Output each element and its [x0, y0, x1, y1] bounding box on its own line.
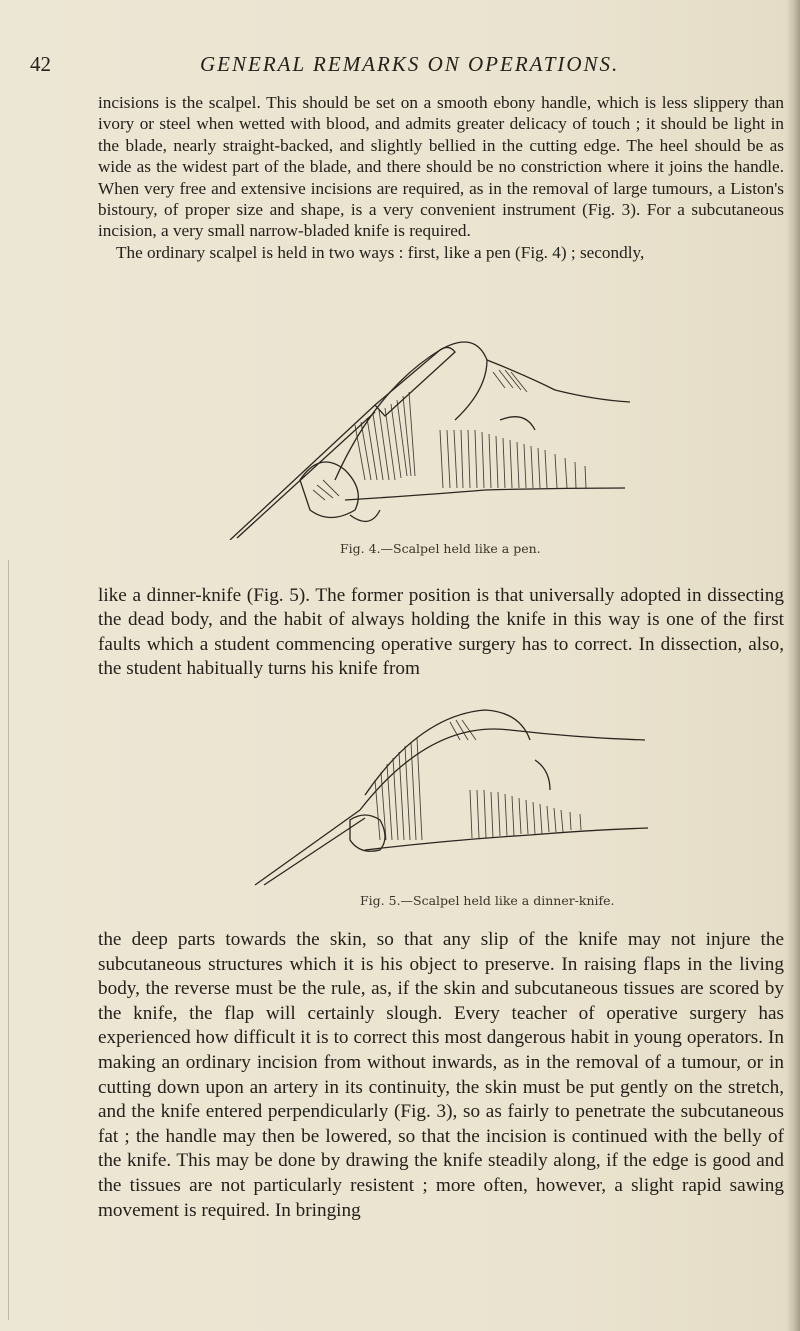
knuckle-line	[535, 760, 550, 790]
knuckle-line	[500, 417, 535, 430]
middle-finger	[350, 510, 380, 521]
paragraph-block-3	[98, 928, 784, 1223]
index-finger	[365, 710, 530, 795]
hand-knife-grip-drawing	[250, 700, 650, 890]
scalpel-handle	[360, 729, 645, 810]
page-edge-shadow	[786, 0, 800, 1331]
hand-pen-grip-drawing	[225, 330, 645, 540]
hand-back-line	[487, 360, 630, 402]
scalpel-blade-line	[255, 810, 360, 885]
paragraph-1b: The ordinary scalpel is held in two ways : first, like a pen (Fig. 4) ; secondly,	[116, 242, 645, 262]
figure-4-caption: Fig. 4.—Scalpel held like a pen.	[340, 541, 541, 556]
figure-5-illustration	[250, 700, 650, 920]
paragraph-1: incisions is the scalpel. This should be set on a smooth ebony handle, which is less slippery than ivory or steel when wetted with blood, and admits greater delicacy of touch ; it should be light in the blade, nearly straight-backed, and slightly bellied in the cutting edge. The heel should be as wide as the widest part of the blade, and there should be no constriction where it joins the handle. When very free and extensive incisions are required, as in the removal of large tumours, a Liston's bistoury, of proper size and shape, is a very convenient instrument (Fig. 3). For a subcutaneous incision, a very small narrow-bladed knife is required.	[98, 93, 784, 241]
paragraph-block-2	[98, 584, 784, 681]
paragraph-2: like a dinner-knife (Fig. 5). The former position is that universally adopted in dissecting the dead body, and the habit of always holding the knife in this way is one of the first faults which a student commencing operative surgery has to correct. In dissection, also, the student habitually turns his knife from	[98, 585, 784, 679]
page-number: 42	[30, 52, 51, 76]
running-head	[30, 52, 770, 82]
figure-5-caption: Fig. 5.—Scalpel held like a dinner-knife.	[360, 893, 615, 908]
paragraph-block-1	[98, 92, 784, 263]
paragraph-3: the deep parts towards the skin, so that any slip of the knife may not injure the subcutaneous structures which it is his object to preserve. In raising flaps in the living body, the reverse must be the rule, as, if the skin and subcutaneous tissues are scored by the knife, the flap will certainly slough. Every teacher of operative surgery has experienced how difficult it is to correct this most dangerous habit in young operators. In making an ordinary incision from without inwards, as in the removal of a tumour, or in cutting down upon an artery in its continuity, the skin must be put gently on the stretch, and the knife entered perpendicularly (Fig. 3), so as fairly to penetrate the subcutaneous fat ; the handle may then be lowered, so that the incision is continued with the belly of the knife. This may be done by drawing the knife steadily along, if the edge is good and the tissues are not particularly resistent ; more often, however, a slight rapid sawing movement is required. In bringing	[98, 929, 784, 1221]
page-gutter-line	[8, 560, 9, 1320]
running-title: GENERAL REMARKS ON OPERATIONS.	[200, 52, 620, 76]
scalpel-handle	[375, 347, 455, 416]
thumb	[300, 462, 358, 518]
index-finger	[335, 342, 487, 480]
figure-4-illustration	[225, 330, 645, 570]
palm-edge	[345, 488, 625, 500]
scalpel-blade-line	[230, 405, 375, 540]
scalpel-edge-line	[237, 412, 375, 538]
